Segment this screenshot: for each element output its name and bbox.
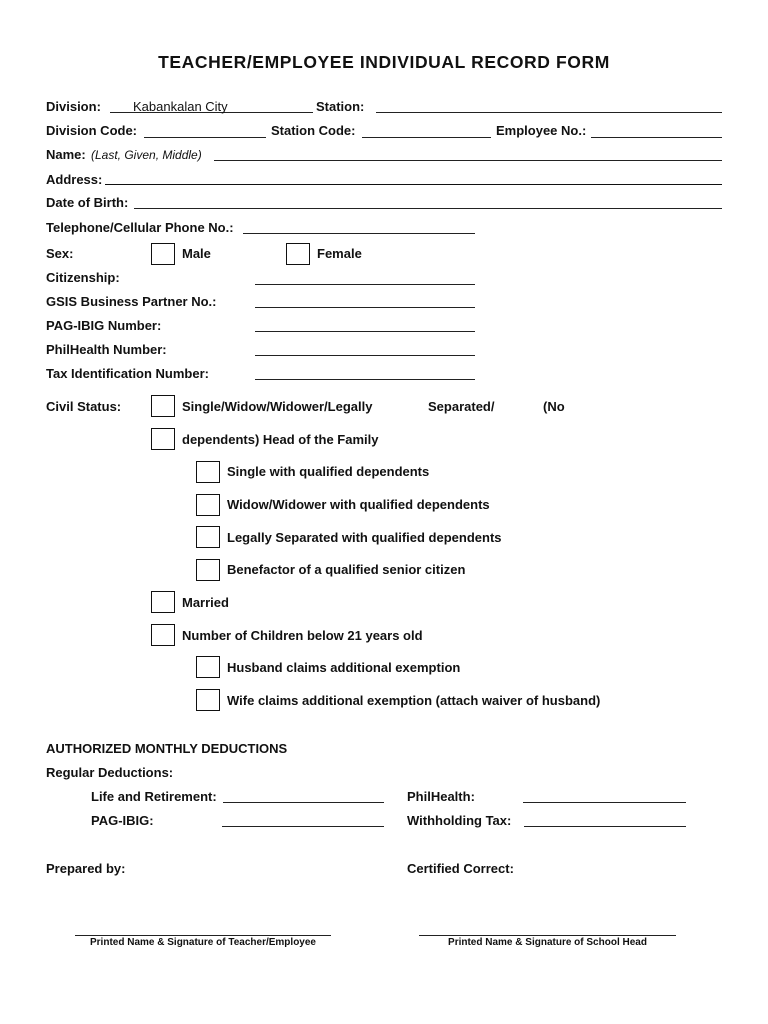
single-no-dependents-label-3: (No — [543, 399, 565, 414]
teacher-signature-caption: Printed Name & Signature of Teacher/Employee — [90, 937, 316, 948]
gsis-label: GSIS Business Partner No.: — [46, 294, 217, 309]
gsis-field[interactable] — [255, 307, 475, 308]
benefactor-label: Benefactor of a qualified senior citizen — [227, 562, 466, 577]
widow-qualified-checkbox[interactable] — [196, 494, 220, 516]
address-field[interactable] — [105, 184, 722, 185]
male-checkbox[interactable] — [151, 243, 175, 265]
married-label: Married — [182, 595, 229, 610]
wife-exemption-label: Wife claims additional exemption (attach waiver of husband) — [227, 693, 601, 708]
philhealth-number-label: PhilHealth Number: — [46, 342, 167, 357]
phone-label: Telephone/Cellular Phone No.: — [46, 220, 234, 235]
single-no-dependents-label-1: Single/Widow/Widower/Legally — [182, 399, 373, 414]
division-code-field[interactable] — [144, 137, 266, 138]
philhealth-deduction-label: PhilHealth: — [407, 789, 475, 804]
pagibig-number-field[interactable] — [255, 331, 475, 332]
husband-exemption-checkbox[interactable] — [196, 656, 220, 678]
life-retirement-field[interactable] — [223, 802, 384, 803]
female-checkbox[interactable] — [286, 243, 310, 265]
station-code-label: Station Code: — [271, 123, 356, 138]
female-label: Female — [317, 246, 362, 261]
benefactor-checkbox[interactable] — [196, 559, 220, 581]
employee-no-label: Employee No.: — [496, 123, 587, 138]
philhealth-deduction-field[interactable] — [523, 802, 686, 803]
tin-field[interactable] — [255, 379, 475, 380]
legally-separated-qualified-label: Legally Separated with qualified dependents — [227, 530, 502, 545]
station-label: Station: — [316, 99, 365, 114]
withholding-tax-field[interactable] — [524, 826, 686, 827]
page-title: TEACHER/EMPLOYEE INDIVIDUAL RECORD FORM — [158, 52, 610, 72]
philhealth-number-field[interactable] — [255, 355, 475, 356]
prepared-by-label: Prepared by: — [46, 861, 126, 876]
address-label: Address: — [46, 172, 103, 187]
widow-qualified-label: Widow/Widower with qualified dependents — [227, 497, 490, 512]
division-value: Kabankalan City — [133, 99, 228, 114]
pagibig-deduction-field[interactable] — [222, 826, 384, 827]
single-no-dependents-checkbox[interactable] — [151, 395, 175, 417]
male-label: Male — [182, 246, 211, 261]
head-signature-caption: Printed Name & Signature of School Head — [448, 937, 647, 948]
division-label: Division: — [46, 99, 101, 114]
name-label: Name: — [46, 147, 86, 162]
married-checkbox[interactable] — [151, 591, 175, 613]
name-field[interactable] — [214, 160, 722, 161]
withholding-tax-label: Withholding Tax: — [407, 813, 512, 828]
deductions-heading: AUTHORIZED MONTHLY DEDUCTIONS — [46, 741, 288, 756]
head-of-family-checkbox[interactable] — [151, 428, 175, 450]
husband-exemption-label: Husband claims additional exemption — [227, 660, 461, 675]
regular-deductions-label: Regular Deductions: — [46, 765, 174, 780]
name-hint: (Last, Given, Middle) — [91, 148, 202, 162]
station-code-field[interactable] — [362, 137, 491, 138]
sex-label: Sex: — [46, 246, 74, 261]
phone-field[interactable] — [243, 233, 475, 234]
employee-no-field[interactable] — [591, 137, 722, 138]
children-label: Number of Children below 21 years old — [182, 628, 423, 643]
legally-separated-qualified-checkbox[interactable] — [196, 526, 220, 548]
station-field[interactable] — [376, 112, 722, 113]
single-qualified-checkbox[interactable] — [196, 461, 220, 483]
division-code-label: Division Code: — [46, 123, 138, 138]
dob-label: Date of Birth: — [46, 195, 129, 210]
civil-status-label: Civil Status: — [46, 399, 122, 414]
wife-exemption-checkbox[interactable] — [196, 689, 220, 711]
head-of-family-label: dependents) Head of the Family — [182, 432, 379, 447]
dob-field[interactable] — [134, 208, 722, 209]
life-retirement-label: Life and Retirement: — [91, 789, 217, 804]
head-signature-line[interactable] — [419, 935, 676, 936]
certified-correct-label: Certified Correct: — [407, 861, 514, 876]
pagibig-deduction-label: PAG-IBIG: — [91, 813, 154, 828]
children-checkbox[interactable] — [151, 624, 175, 646]
citizenship-field[interactable] — [255, 284, 475, 285]
pagibig-number-label: PAG-IBIG Number: — [46, 318, 162, 333]
teacher-signature-line[interactable] — [75, 935, 331, 936]
single-qualified-label: Single with qualified dependents — [227, 464, 430, 479]
tin-label: Tax Identification Number: — [46, 366, 209, 381]
citizenship-label: Citizenship: — [46, 270, 120, 285]
single-no-dependents-label-2: Separated/ — [428, 399, 495, 414]
